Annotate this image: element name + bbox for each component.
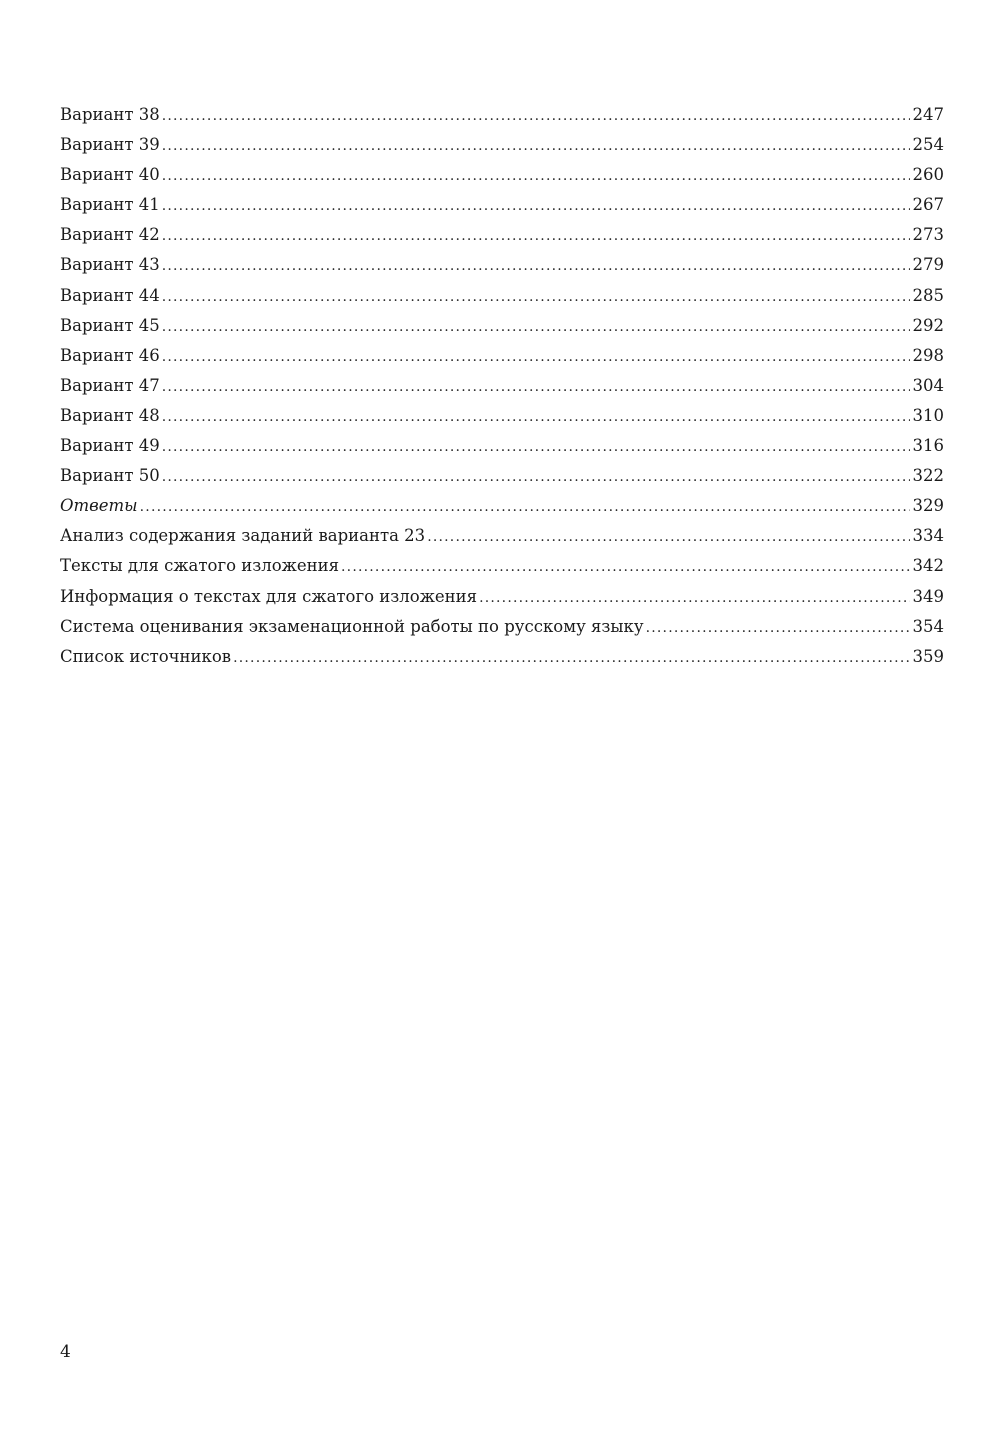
toc-entry-page: 359 — [912, 646, 944, 666]
toc-entry-title: Вариант 45 — [60, 315, 160, 335]
toc-dot-leader — [479, 583, 909, 613]
toc-entry-page: 279 — [912, 255, 944, 275]
toc-dot-leader — [140, 492, 910, 522]
toc-entry-title: Тексты для сжатого изложения — [60, 556, 340, 576]
toc-entry[interactable] — [60, 521, 944, 551]
toc-entry[interactable] — [60, 371, 944, 401]
toc-entry-page: 292 — [912, 315, 944, 335]
toc-entry[interactable] — [60, 160, 944, 190]
toc-entry-title: Вариант 48 — [60, 405, 160, 425]
toc-dot-leader — [162, 161, 910, 191]
toc-entry-title: Система оценивания экзаменационной работы по русскому языку — [60, 616, 644, 636]
toc-dot-leader — [162, 191, 910, 221]
toc-dot-leader — [233, 643, 909, 673]
toc-entry[interactable] — [60, 642, 944, 672]
toc-entry[interactable] — [60, 401, 944, 431]
toc-dot-leader — [162, 282, 910, 312]
toc-dot-leader — [162, 462, 910, 492]
toc-dot-leader — [341, 552, 909, 582]
toc-dot-leader — [427, 522, 909, 552]
toc-entry-page: 260 — [912, 165, 944, 185]
toc-entry-page: 310 — [912, 405, 944, 425]
toc-entry-title: Вариант 41 — [60, 195, 160, 215]
page-number: 4 — [60, 1342, 71, 1362]
toc-entry-title: Анализ содержания заданий варианта 23 — [60, 526, 426, 546]
toc-entry-page: 273 — [912, 225, 944, 245]
toc-entry-page: 316 — [912, 436, 944, 456]
toc-entry-title: Вариант 39 — [60, 135, 160, 155]
toc-entry-title: Вариант 43 — [60, 255, 160, 275]
toc-entry[interactable] — [60, 582, 944, 612]
toc-entry-title: Вариант 50 — [60, 466, 160, 486]
toc-dot-leader — [162, 101, 910, 131]
toc-entry-title: Вариант 49 — [60, 436, 160, 456]
toc-entry-page: 349 — [912, 586, 944, 606]
toc-entry-page: 304 — [912, 375, 944, 395]
toc-entry[interactable] — [60, 130, 944, 160]
toc-entry-title: Вариант 40 — [60, 165, 160, 185]
toc-entry-title: Информация о текстах для сжатого изложения — [60, 586, 478, 606]
toc-entry-page: 354 — [912, 616, 944, 636]
toc-entry[interactable] — [60, 311, 944, 341]
toc-entry-title: Ответы — [60, 496, 138, 516]
toc-entry[interactable] — [60, 281, 944, 311]
toc-entry[interactable] — [60, 250, 944, 280]
toc-entry-page: 285 — [912, 285, 944, 305]
toc-entry[interactable] — [60, 190, 944, 220]
toc-entry-page: 342 — [912, 556, 944, 576]
toc-entry-page: 254 — [912, 135, 944, 155]
toc-entry-page: 247 — [912, 105, 944, 124]
toc-dot-leader — [162, 221, 910, 251]
toc-entry-title: Вариант 46 — [60, 345, 160, 365]
toc-entry-page: 329 — [912, 496, 944, 516]
toc-entry-page: 298 — [912, 345, 944, 365]
toc-dot-leader — [162, 131, 910, 161]
table-of-contents — [60, 100, 944, 672]
toc-dot-leader — [646, 613, 910, 643]
toc-entry[interactable] — [60, 431, 944, 461]
toc-entry[interactable] — [60, 491, 944, 521]
toc-entry-page: 334 — [912, 526, 944, 546]
toc-entry-title: Вариант 38 — [60, 105, 160, 124]
toc-entry[interactable] — [60, 461, 944, 491]
toc-entry-title: Вариант 42 — [60, 225, 160, 245]
toc-entry-page: 322 — [912, 466, 944, 486]
toc-dot-leader — [162, 312, 910, 342]
toc-entry-title: Вариант 47 — [60, 375, 160, 395]
toc-dot-leader — [162, 251, 910, 281]
toc-entry[interactable] — [60, 220, 944, 250]
toc-entry[interactable] — [60, 551, 944, 581]
toc-entry[interactable] — [60, 100, 944, 130]
toc-entry[interactable] — [60, 612, 944, 642]
toc-dot-leader — [162, 372, 910, 402]
toc-entry-title: Список источников — [60, 646, 232, 666]
toc-entry-title: Вариант 44 — [60, 285, 160, 305]
toc-dot-leader — [162, 402, 910, 432]
toc-entry[interactable] — [60, 341, 944, 371]
toc-dot-leader — [162, 342, 910, 372]
toc-dot-leader — [162, 432, 910, 462]
toc-entry-page: 267 — [912, 195, 944, 215]
